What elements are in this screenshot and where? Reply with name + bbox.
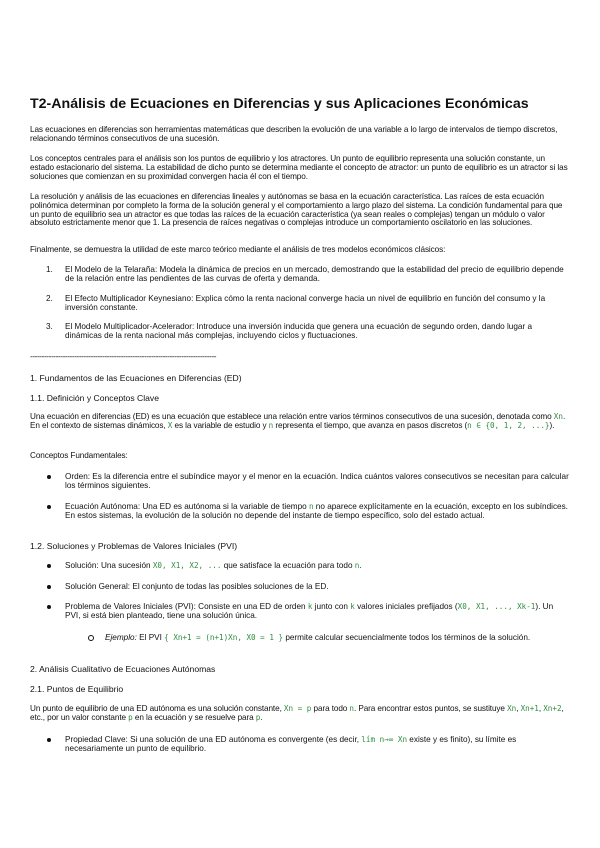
bullet-text: Propiedad Clave: Si una solución de una ED autónoma es convergente (es decir, lím n→∞ Xn existe y es finito), su límite es necesariamente un punto de equilibrio. xyxy=(65,735,517,753)
intro-paragraph-3: La resolución y análisis de las ecuaciones en diferencias lineales y autónomas se basa en la ecuación característica. Las raíces de esta ecuación polinómica determinan por completo la forma de la solución general y el comportamiento a largo plazo del sistema. La condición fundamental para que un punto de equilibrio sea un atractor es que todas las raíces de la ecuación característica (ya sean reales o complejas) tengan un módulo o valor absoluto estrictamente menor que 1. La presencia de raíces negativas o complejas introduce un comportamiento oscilatorio en las soluciones. xyxy=(30,192,563,228)
list-text: El Modelo de la Telaraña: Modela la dinámica de precios en un mercado, demostrando que la estabilidad del precio de equilibrio depende de la relación entre las pendientes de las curvas de oferta y demanda. xyxy=(65,265,564,283)
bullet-text: Solución: Una sucesión X0, X1, X2, ... que satisface la ecuación para todo n. xyxy=(65,561,362,570)
separator-line: -------------------------------------------------------------------------------- xyxy=(30,352,217,361)
subsection-heading: 1.1. Definición y Conceptos Clave xyxy=(30,393,159,403)
bullet-icon xyxy=(47,605,51,609)
list-text: El Efecto Multiplicador Keynesiano: Explica cómo la renta nacional converge hacia un nivel de equilibrio en función del consumo y la inversión constante. xyxy=(65,294,546,312)
bullet-text: Solución General: El conjunto de todas las posibles soluciones de la ED. xyxy=(65,582,329,591)
hollow-bullet-icon xyxy=(88,635,94,641)
bullet-icon xyxy=(47,505,51,509)
bullet-icon xyxy=(47,738,51,742)
definition-paragraph: Una ecuación en diferencias (ED) es una ecuación que establece una relación entre varios términos consecutivos de una sucesión, denotada como Xn. En el contexto de sistemas dinámicos, X es la variable de estudio y n representa el tiempo, que avanza en pasos discretos (n ∈ {0, 1, 2, ...}). xyxy=(30,412,566,430)
page-title: T2-Análisis de Ecuaciones en Diferencias y sus Aplicaciones Económicas xyxy=(30,96,529,112)
concepts-label: Conceptos Fundamentales: xyxy=(30,451,128,460)
bullet-text: Ejemplo: El PVI { Xn+1 = (n+1)Xn, X0 = 1 } permite calcular secuencialmente todos los términos de la solución. xyxy=(105,633,531,642)
bullet-text: Ecuación Autónoma: Una ED es autónoma si la variable de tiempo n no aparece explícitamente en la ecuación, excepto en los subíndices. En estos sistemas, la evolución de la solución no depende del instante de tiempo específico, solo del estado actual. xyxy=(65,502,568,520)
bullet-icon xyxy=(47,475,51,479)
subsection-heading: 2.1. Puntos de Equilibrio xyxy=(30,684,124,694)
list-number: 3. xyxy=(46,322,53,331)
section-heading: 1. Fundamentos de las Ecuaciones en Diferencias (ED) xyxy=(30,373,242,383)
bullet-icon xyxy=(47,564,51,568)
intro-paragraph-4: Finalmente, se demuestra la utilidad de este marco teórico mediante el análisis de tres modelos económicos clásicos: xyxy=(30,245,446,254)
bullet-text: Orden: Es la diferencia entre el subíndice mayor y el menor en la ecuación. Indica cuántos valores consecutivos se necesitan para calcular los términos siguientes. xyxy=(65,472,569,490)
list-number: 1. xyxy=(46,265,53,274)
section-heading: 2. Análisis Cualitativo de Ecuaciones Autónomas xyxy=(30,664,216,674)
intro-paragraph-1: Las ecuaciones en diferencias son herramientas matemáticas que describen la evolución de una variable a lo largo de intervalos de tiempo discretos, relacionando términos consecutivos de una sucesión. xyxy=(30,125,558,143)
bullet-text: Problema de Valores Iniciales (PVI): Consiste en una ED de orden k junto con k valores iniciales prefijados (X0, X1, ..., Xk-1). Un PVI, si está bien planteado, tiene una solución única. xyxy=(65,602,554,620)
intro-paragraph-2: Los conceptos centrales para el análisis son los puntos de equilibrio y los atractores. Un punto de equilibrio representa una solución constante, un estado estacionario del sistema. La estabilidad de dicho punto se determina mediante el concepto de atractor: un punto de equilibrio es un atractor si las soluciones que comienzan en su proximidad convergen hacia él con el tiempo. xyxy=(30,154,568,181)
list-text: El Modelo Multiplicador-Acelerador: Introduce una inversión inducida que genera una ecuación de segundo orden, dando lugar a dinámicas de la renta nacional más complejas, incluyendo ciclos y fluctuaciones. xyxy=(65,322,532,340)
subsection-heading: 1.2. Soluciones y Problemas de Valores Iniciales (PVI) xyxy=(30,541,238,551)
list-number: 2. xyxy=(46,294,53,303)
bullet-icon xyxy=(47,585,51,589)
equilibrium-paragraph: Un punto de equilibrio de una ED autónoma es una solución constante, Xn = p para todo n. Para encontrar estos puntos, se sustituye Xn, Xn+1, Xn+2, etc., por un valor constante p en la ecuación y se resuelve para p. xyxy=(30,704,564,722)
